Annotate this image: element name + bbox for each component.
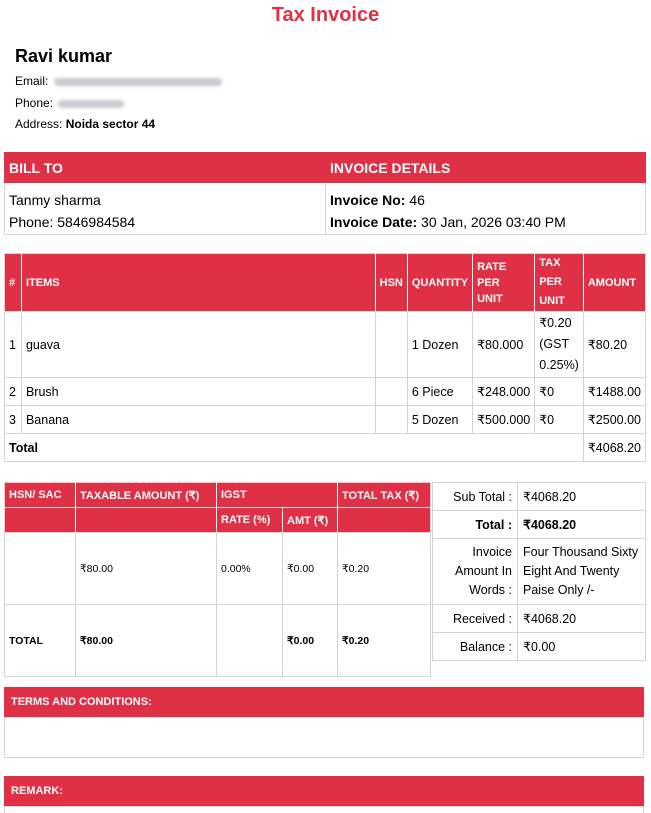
- item-amount: ₹2500.00: [583, 406, 645, 434]
- balance-label: Balance :: [433, 633, 518, 661]
- invoice-details-header: INVOICE DETAILS: [326, 153, 646, 183]
- item-amount: ₹80.20: [583, 312, 645, 378]
- words-value: [518, 539, 646, 605]
- received-label: Received :: [433, 605, 518, 633]
- invoice-no-label: Invoice No:: [330, 192, 406, 208]
- terms-body: [4, 717, 644, 758]
- tax-total-taxable: ₹80.00: [76, 605, 217, 677]
- col-header-amount: AMOUNT: [583, 254, 645, 312]
- invoice-date: [330, 211, 641, 233]
- item-tax: ₹0: [535, 378, 584, 406]
- item-name: Brush: [21, 378, 375, 406]
- tax-header-total: TOTAL TAX (₹): [338, 483, 431, 508]
- terms-header: TERMS AND CONDITIONS:: [4, 687, 644, 717]
- words-label-line-1: Invoice: [472, 545, 512, 559]
- tax-total-row: [5, 605, 431, 677]
- items-total-label: Total: [5, 434, 584, 462]
- table-row: [5, 533, 431, 605]
- words-line-1: Four Thousand Sixty: [523, 545, 639, 559]
- seller-address: [15, 117, 155, 131]
- item-quantity: 5 Dozen: [407, 406, 472, 434]
- table-row: [5, 378, 646, 406]
- seller-phone: [15, 96, 124, 110]
- col-header-tax: [535, 254, 584, 312]
- words-line-3: Paise Only /-: [523, 583, 595, 597]
- row-number: 2: [5, 378, 22, 406]
- subtotal-value: ₹4068.20: [518, 483, 646, 511]
- tax-total-rate: [217, 605, 283, 677]
- item-tax: [535, 312, 584, 378]
- words-label: [433, 539, 518, 605]
- total-value: ₹4068.20: [518, 511, 646, 539]
- row-number: 3: [5, 406, 22, 434]
- total-label: Total :: [433, 511, 518, 539]
- remark-header: REMARK:: [4, 776, 644, 806]
- col-header-rate: [473, 254, 535, 312]
- bill-to-header: BILL TO: [5, 153, 326, 183]
- tax-total-amt: ₹0.00: [283, 605, 338, 677]
- rate-header-text: RATE PER UNIT: [477, 260, 507, 305]
- item-name: Banana: [21, 406, 375, 434]
- tax-subheader-empty: [76, 508, 217, 533]
- row-number: 1: [5, 312, 22, 378]
- item-name: guava: [21, 312, 375, 378]
- blurred-phone: [58, 100, 124, 108]
- col-header-quantity: QUANTITY: [407, 254, 472, 312]
- item-rate: ₹80.000: [473, 312, 535, 378]
- tax-header-text: TAX PER UNIT: [539, 257, 565, 307]
- tax-hsn: [5, 533, 76, 605]
- item-amount: ₹1488.00: [583, 378, 645, 406]
- item-hsn: [375, 378, 407, 406]
- item-tax: ₹0: [535, 406, 584, 434]
- bill-to-cell: [5, 183, 326, 235]
- address-value: Noida sector 44: [65, 117, 156, 131]
- tax-total: ₹0.20: [338, 533, 431, 605]
- item-tax-line-2: (GST: [539, 337, 570, 351]
- items-table: [4, 253, 646, 462]
- tax-taxable: ₹80.00: [76, 533, 217, 605]
- customer-phone: Phone: 5846984584: [9, 214, 136, 230]
- item-tax-line-3: 0.25%): [539, 358, 579, 372]
- col-header-hsn: HSN: [375, 254, 407, 312]
- address-label: Address:: [15, 117, 63, 131]
- customer-name: Tanmy sharma: [9, 192, 101, 208]
- tax-amt: ₹0.00: [283, 533, 338, 605]
- tax-total-label: TOTAL: [5, 605, 76, 677]
- col-header-number: #: [5, 254, 22, 312]
- tax-header-hsn: HSN/ SAC: [5, 483, 76, 508]
- tax-rate: 0.00%: [217, 533, 283, 605]
- item-rate: ₹500.000: [473, 406, 535, 434]
- tax-header-igst: IGST: [217, 483, 338, 508]
- tax-table: [4, 482, 431, 677]
- invoice-title: Tax Invoice: [271, 4, 380, 26]
- remark-body: [4, 806, 644, 813]
- invoice-no-value: 46: [409, 192, 425, 208]
- bill-to-table: [4, 152, 646, 235]
- items-total-row: [5, 434, 646, 462]
- tax-subheader-empty: [5, 508, 76, 533]
- invoice-details-cell: [326, 183, 646, 235]
- words-line-2: Eight And Twenty: [523, 564, 620, 578]
- table-row: [5, 406, 646, 434]
- item-quantity: 6 Piece: [407, 378, 472, 406]
- summary-table: [432, 482, 646, 661]
- words-label-line-3: Words :: [469, 583, 512, 597]
- items-total-value: ₹4068.20: [583, 434, 645, 462]
- table-row: [5, 312, 646, 378]
- item-rate: ₹248.000: [473, 378, 535, 406]
- item-hsn: [375, 312, 407, 378]
- tax-subheader-amt: AMT (₹): [283, 508, 338, 533]
- tax-header-taxable: TAXABLE AMOUNT (₹): [76, 483, 217, 508]
- seller-email: [15, 74, 222, 88]
- item-hsn: [375, 406, 407, 434]
- col-header-items: ITEMS: [21, 254, 375, 312]
- balance-value: ₹0.00: [518, 633, 646, 661]
- seller-name: Ravi kumar: [15, 46, 113, 66]
- subtotal-label: Sub Total :: [433, 483, 518, 511]
- item-tax-line-1: ₹0.20: [539, 316, 572, 330]
- invoice-date-value: 30 Jan, 2026 03:40 PM: [421, 214, 566, 230]
- tax-subheader-empty: [338, 508, 431, 533]
- tax-subheader-rate: RATE (%): [217, 508, 283, 533]
- invoice-date-label: Invoice Date:: [330, 214, 418, 230]
- phone-label: Phone:: [15, 96, 54, 110]
- email-label: Email:: [15, 74, 49, 88]
- blurred-email: [54, 78, 222, 86]
- invoice-no: [330, 189, 641, 211]
- tax-total-total: ₹0.20: [338, 605, 431, 677]
- item-quantity: 1 Dozen: [407, 312, 472, 378]
- received-value: ₹4068.20: [518, 605, 646, 633]
- words-label-line-2: Amount In: [455, 564, 512, 578]
